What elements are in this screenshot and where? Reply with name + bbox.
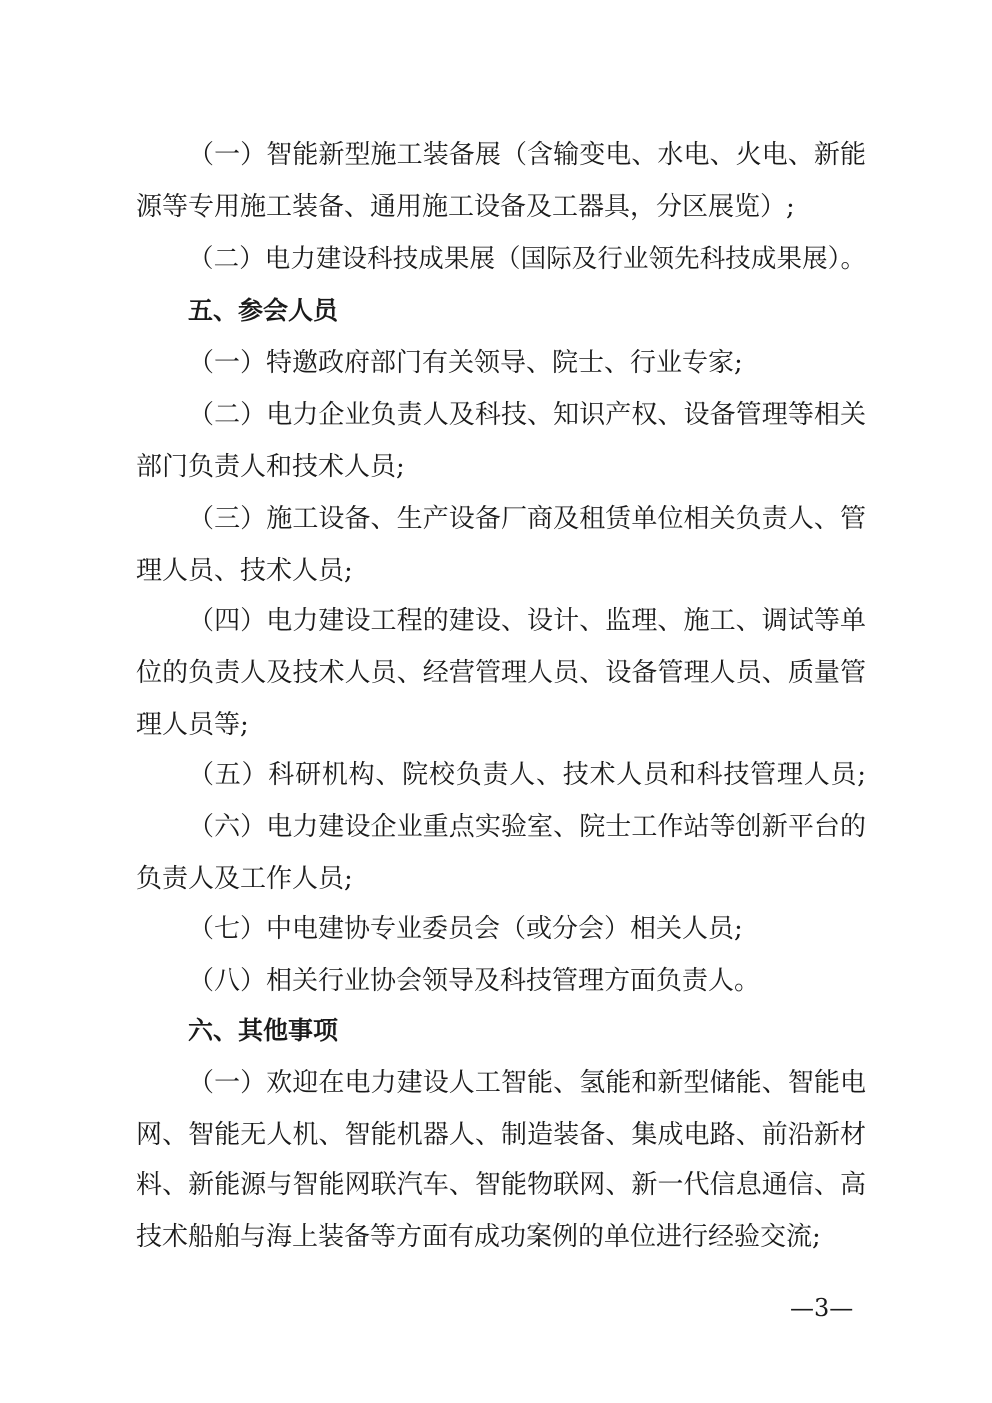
paragraph-line: （一）智能新型施工装备展（含输变电、水电、火电、新能 bbox=[188, 140, 866, 170]
paragraph-line: 技术船舶与海上装备等方面有成功案例的单位进行经验交流; bbox=[136, 1222, 821, 1252]
section-heading: 五、参会人员 bbox=[188, 296, 339, 325]
paragraph-line: 部门负责人和技术人员; bbox=[136, 452, 405, 482]
paragraph-line: （五）科研机构、院校负责人、技术人员和科技管理人员; bbox=[188, 760, 866, 790]
paragraph-line: （一）欢迎在电力建设人工智能、氢能和新型储能、智能电 bbox=[188, 1068, 866, 1098]
paragraph-line: 网、智能无人机、智能机器人、制造装备、集成电路、前沿新材 bbox=[136, 1120, 866, 1150]
section-heading: 六、其他事项 bbox=[188, 1016, 339, 1045]
page-number: —3— bbox=[790, 1294, 854, 1322]
paragraph-line: （三）施工设备、生产设备厂商及租赁单位相关负责人、管 bbox=[188, 504, 866, 534]
paragraph-line: 源等专用施工装备、通用施工设备及工器具，分区展览）; bbox=[136, 192, 795, 222]
paragraph-line: 理人员等; bbox=[136, 710, 249, 740]
paragraph-line: （二）电力建设科技成果展（国际及行业领先科技成果展）。 bbox=[188, 244, 866, 274]
paragraph-line: 负责人及工作人员; bbox=[136, 864, 353, 894]
paragraph-line: （一）特邀政府部门有关领导、院士、行业专家; bbox=[188, 348, 743, 378]
paragraph-line: 理人员、技术人员; bbox=[136, 556, 353, 586]
paragraph-line: （六）电力建设企业重点实验室、院士工作站等创新平台的 bbox=[188, 812, 866, 842]
paragraph-line: （二）电力企业负责人及科技、知识产权、设备管理等相关 bbox=[188, 400, 866, 430]
paragraph-line: 位的负责人及技术人员、经营管理人员、设备管理人员、质量管 bbox=[136, 658, 866, 688]
paragraph-line: （八）相关行业协会领导及科技管理方面负责人。 bbox=[188, 966, 761, 996]
paragraph-line: （四）电力建设工程的建设、设计、监理、施工、调试等单 bbox=[188, 606, 866, 636]
paragraph-line: （七）中电建协专业委员会（或分会）相关人员; bbox=[188, 914, 743, 944]
paragraph-line: 料、新能源与智能网联汽车、智能物联网、新一代信息通信、高 bbox=[136, 1170, 866, 1200]
